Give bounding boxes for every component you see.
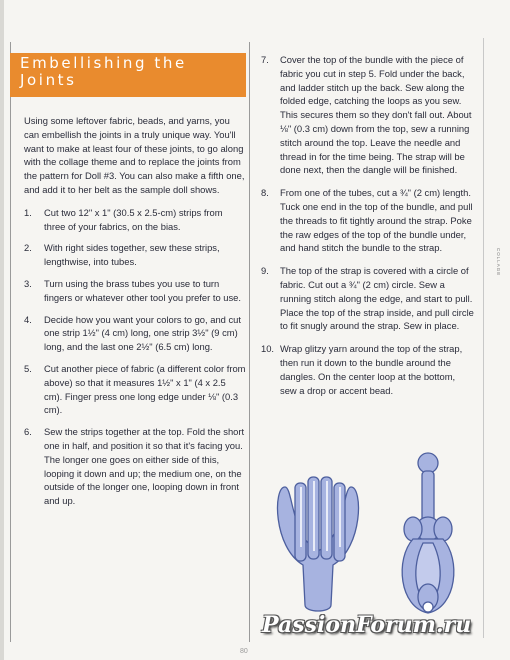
watermark: PassionForum.ru (262, 612, 472, 638)
step-item (24, 425, 246, 508)
joint-illustration (263, 447, 478, 627)
step-item (24, 362, 246, 417)
step-number: 10. (261, 343, 275, 355)
step-text: Cut another piece of fabric (a different color from above) so that it measures 1½" x 1" (4 x 2.5 cm). Finger press one long edge under ⅛" (0.3 cm). (44, 362, 246, 416)
step-number: 9. (261, 265, 269, 277)
column-divider (249, 42, 250, 642)
steps-list-left (24, 206, 246, 508)
step-item (24, 206, 246, 234)
side-tab-label: COLLAGE (496, 248, 501, 277)
step-number: 3. (24, 277, 32, 289)
step-item (261, 342, 474, 397)
step-item (24, 277, 246, 305)
step-number: 1. (24, 206, 32, 218)
page-edge (0, 0, 4, 660)
left-rule (10, 42, 11, 642)
step-text: From one of the tubes, cut a ¾" (2 cm) length. Tuck one end in the top of the bundle, and pull the threads to fit tightly around the strap. Poke the raw edges of the top of the bundle under, and hand stitch the bundle to the strap. (280, 187, 473, 254)
step-text: With right sides together, sew these strips, lengthwise, into tubes. (44, 242, 220, 268)
step-text: Turn using the brass tubes you use to turn fingers or whatever other tool you prefer to use. (44, 277, 241, 303)
step-number: 8. (261, 187, 269, 199)
step-number: 7. (261, 54, 269, 65)
step-item (261, 53, 474, 177)
step-item (24, 241, 246, 269)
right-rule (483, 38, 484, 638)
page-number: 80 (240, 648, 248, 655)
loop-bundle-drawing (278, 477, 359, 611)
steps-list-right (261, 53, 474, 397)
step-text: Cut two 12" x 1" (30.5 x 2.5-cm) strips from three of your fabrics, on the bias. (44, 206, 223, 232)
step-item (24, 313, 246, 354)
step-number: 5. (24, 362, 32, 374)
step-item (261, 186, 474, 255)
step-item (261, 264, 474, 333)
right-column (261, 53, 474, 406)
step-text: Wrap glitzy yarn around the top of the strap, then run it down to the bundle around the dangles. On the center loop at the bottom, sew a drop or accent bead. (280, 343, 463, 396)
left-column (24, 114, 246, 516)
intro-paragraph: Using some leftover fabric, beads, and yarns, you can embellish the joints in a truly unique way. You'll want to make at least four of these joints, to go along with the collage theme and to replace the joints from the pattern for Doll #3. You can also make a fifth one, and add it to her belt as the sample doll shows. (24, 115, 245, 195)
section-header (10, 53, 246, 97)
section-title: Embellishing the Joints (20, 54, 187, 89)
step-text: Sew the strips together at the top. Fold the short one in half, and position it so that it's facing you. The longer one goes on either side of this, looping it down and up; the medium one, on the outside of the longer one, looping down in front and up. (44, 426, 245, 507)
step-number: 4. (24, 313, 32, 325)
step-number: 2. (24, 242, 32, 254)
step-number: 6. (24, 426, 32, 438)
step-text: Decide how you want your colors to go, and cut one strip 1½" (4 cm) long, one strip 3½" (9 cm) long, and the last one 2½" (6.5 cm) long. (44, 313, 241, 353)
finished-joint-drawing (402, 453, 454, 613)
step-text: The top of the strap is covered with a circle of fabric. Cut out a ¾" (2 cm) circle. Sew a running stitch along the edge, and start to pull. Place the top of the strap inside, and pull circle to fit snugly around the strap. Sew in place. (280, 265, 474, 332)
step-text: Cover the top of the bundle with the piece of fabric you cut in step 5. Fold under the back, and ladder stitch up the back. Sew along the folded edge, catching the loops as you sew. This secures them so they don't fall out. About ⅛" (0.3 cm) down from the top, sew a running stitch around the top. Leave the needle and thread in for the time being. The strap will be done next, then the dangle will be finished. (280, 54, 472, 176)
